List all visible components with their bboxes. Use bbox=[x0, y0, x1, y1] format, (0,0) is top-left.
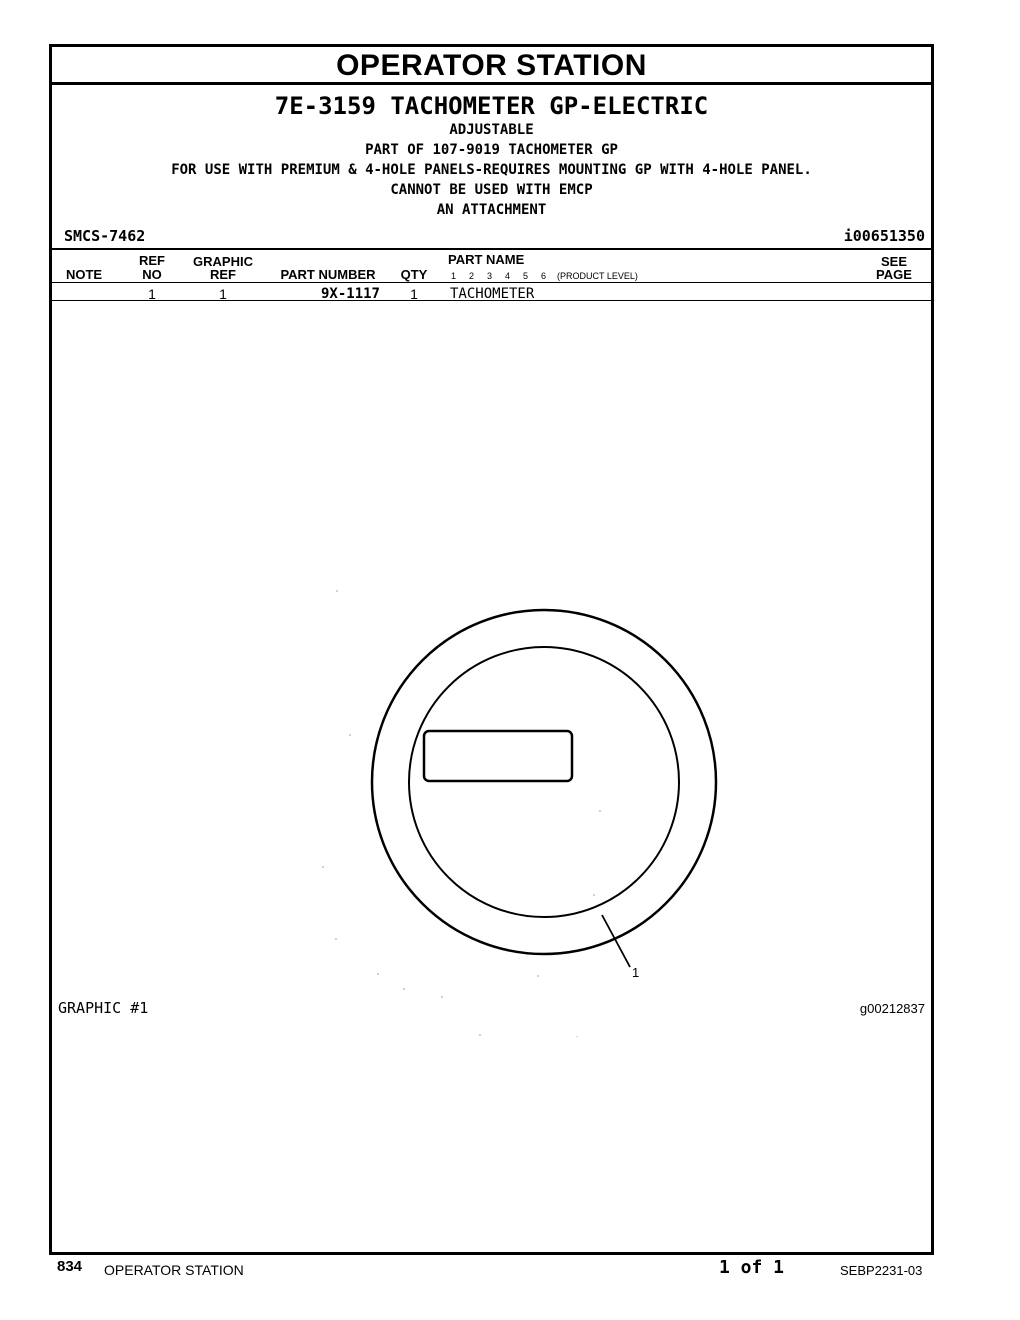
footer-page-of: 1 of 1 bbox=[719, 1257, 785, 1278]
row-ref-no: 1 bbox=[148, 286, 156, 302]
callout-number: 1 bbox=[632, 965, 640, 980]
section-title: OPERATOR STATION bbox=[52, 47, 931, 85]
description-line: CANNOT BE USED WITH EMCP bbox=[390, 182, 593, 198]
header-graphic-ref-line1: GRAPHIC bbox=[193, 254, 253, 269]
tachometer-illustration bbox=[312, 577, 772, 1037]
product-level-3: 3 bbox=[487, 271, 493, 281]
header-rule bbox=[52, 282, 931, 283]
footer-section: OPERATOR STATION bbox=[104, 1262, 244, 1278]
table-top-rule bbox=[52, 248, 931, 250]
header-ref-no-line2: NO bbox=[142, 267, 162, 282]
scan-specks bbox=[322, 590, 601, 1037]
header-ref-no-line1: REF bbox=[139, 253, 165, 268]
header-graphic-ref-line2: REF bbox=[210, 267, 236, 282]
callout-leader-line bbox=[602, 915, 630, 967]
header-note: NOTE bbox=[65, 267, 103, 282]
header-part-name: PART NAME bbox=[448, 252, 525, 267]
product-level-2: 2 bbox=[469, 271, 475, 281]
header-qty: QTY bbox=[400, 267, 428, 282]
smcs-code: SMCS-7462 bbox=[64, 227, 146, 245]
graphic-caption: GRAPHIC #1 bbox=[58, 999, 149, 1017]
parts-page-frame bbox=[49, 44, 934, 1255]
description-line: AN ATTACHMENT bbox=[436, 202, 547, 218]
graphic-id: g00212837 bbox=[859, 1001, 925, 1016]
product-level-label: (PRODUCT LEVEL) bbox=[557, 271, 638, 281]
tachometer-display-window bbox=[424, 731, 572, 781]
product-level-6: 6 bbox=[541, 271, 547, 281]
product-level-4: 4 bbox=[505, 271, 511, 281]
header-see-page-line1: SEE bbox=[880, 254, 907, 269]
header-see-page-line2: PAGE bbox=[876, 267, 912, 282]
description-line: FOR USE WITH PREMIUM & 4-HOLE PANELS-REQUIRES MOUNTING GP WITH 4-HOLE PANEL. bbox=[171, 162, 812, 178]
header-part-number: PART NUMBER bbox=[280, 267, 376, 282]
product-level-5: 5 bbox=[523, 271, 529, 281]
row-part-number: 9X-1117 bbox=[320, 286, 380, 302]
illustration-id: i00651350 bbox=[843, 227, 925, 245]
row-graphic-ref: 1 bbox=[219, 286, 227, 302]
description-line: ADJUSTABLE bbox=[449, 122, 534, 138]
row-rule bbox=[52, 300, 931, 301]
group-title: 7E-3159 TACHOMETER GP-ELECTRIC bbox=[274, 92, 709, 120]
footer-document-id: SEBP2231-03 bbox=[840, 1263, 923, 1278]
row-part-name: TACHOMETER bbox=[450, 286, 535, 302]
description-line: PART OF 107-9019 TACHOMETER GP bbox=[365, 142, 618, 158]
row-qty: 1 bbox=[410, 286, 418, 302]
product-level-1: 1 bbox=[451, 271, 457, 281]
footer-page-number: 834 bbox=[57, 1258, 83, 1275]
